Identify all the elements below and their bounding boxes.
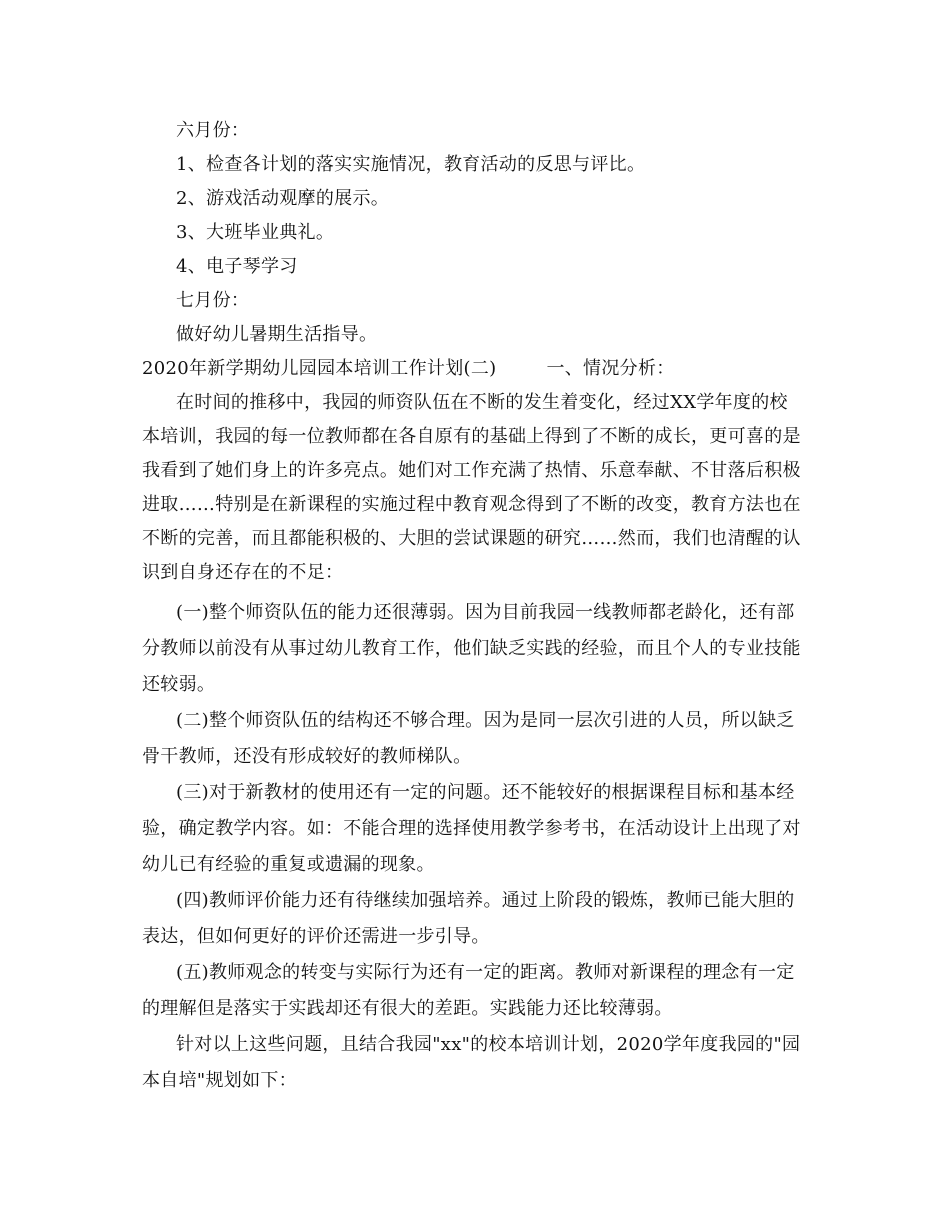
june-item-4: 4、电子琴学习 xyxy=(176,256,298,277)
paragraph-line: 针对以上这些问题，且结合我园"xx"的校本培训计划，2020学年度我园的"园 xyxy=(176,1034,801,1055)
paragraph-line: 验，确定教学内容。如：不能合理的选择使用教学参考书，在活动设计上出现了对 xyxy=(142,818,801,839)
paragraph-line: 分教师以前没有从事过幼儿教育工作，他们缺乏实践的经验，而且个人的专业技能 xyxy=(142,638,801,659)
july-item-1: 做好幼儿暑期生活指导。 xyxy=(176,324,378,345)
paragraph-line: (五)教师观念的转变与实际行为还有一定的距离。教师对新课程的理念有一定 xyxy=(176,962,795,983)
june-item-1: 1、检查各计划的落实实施情况，教育活动的反思与评比。 xyxy=(176,154,646,175)
paragraph-line: 不断的完善，而且都能积极的、大胆的尝试课题的研究……然而，我们也清醒的认 xyxy=(142,528,801,549)
paragraph-line: 还较弱。 xyxy=(142,674,216,695)
section-title-line xyxy=(142,356,675,382)
paragraph-line: 本自培"规划如下： xyxy=(142,1070,297,1091)
paragraph-line: (三)对于新教材的使用还有一定的问题。还不能较好的根据课程目标和基本经 xyxy=(176,782,795,803)
june-item-2: 2、游戏活动观摩的展示。 xyxy=(176,188,390,209)
june-item-3: 3、大班毕业典礼。 xyxy=(176,222,335,243)
paragraph-line: 进取……特别是在新课程的实施过程中教育观念得到了不断的改变，教育方法也在 xyxy=(142,494,801,515)
paragraph-line: (四)教师评价能力还有待继续加强培养。通过上阶段的锻炼，教师已能大胆的 xyxy=(176,890,795,911)
paragraph-line: (二)整个师资队伍的结构还不够合理。因为是同一层次引进的人员，所以缺乏 xyxy=(176,710,795,731)
paragraph-line: 的理解但是落实于实践却还有很大的差距。实践能力还比较薄弱。 xyxy=(142,998,673,1019)
paragraph-line: 幼儿已有经验的重复或遗漏的现象。 xyxy=(142,854,435,875)
paragraph-line: (一)整个师资队伍的能力还很薄弱。因为目前我园一线教师都老龄化，还有部 xyxy=(176,602,795,623)
section-subtitle: 一、情况分析： xyxy=(546,358,675,379)
section-title: 2020年新学期幼儿园园本培训工作计划(二) xyxy=(142,358,497,379)
paragraph-line: 本培训，我园的每一位教师都在各自原有的基础上得到了不断的成长，更可喜的是 xyxy=(142,426,801,447)
paragraph-line: 表达，但如何更好的评价还需进一步引导。 xyxy=(142,926,490,947)
paragraph-line: 骨干教师，还没有形成较好的教师梯队。 xyxy=(142,746,472,767)
june-heading: 六月份： xyxy=(176,120,250,141)
paragraph-line: 识到自身还存在的不足： xyxy=(142,562,344,583)
paragraph-line: 我看到了她们身上的许多亮点。她们对工作充满了热情、乐意奉献、不甘落后积极 xyxy=(142,460,801,481)
july-heading: 七月份： xyxy=(176,290,250,311)
paragraph-line: 在时间的推移中，我园的师资队伍在不断的发生着变化，经过XX学年度的校 xyxy=(176,392,788,413)
